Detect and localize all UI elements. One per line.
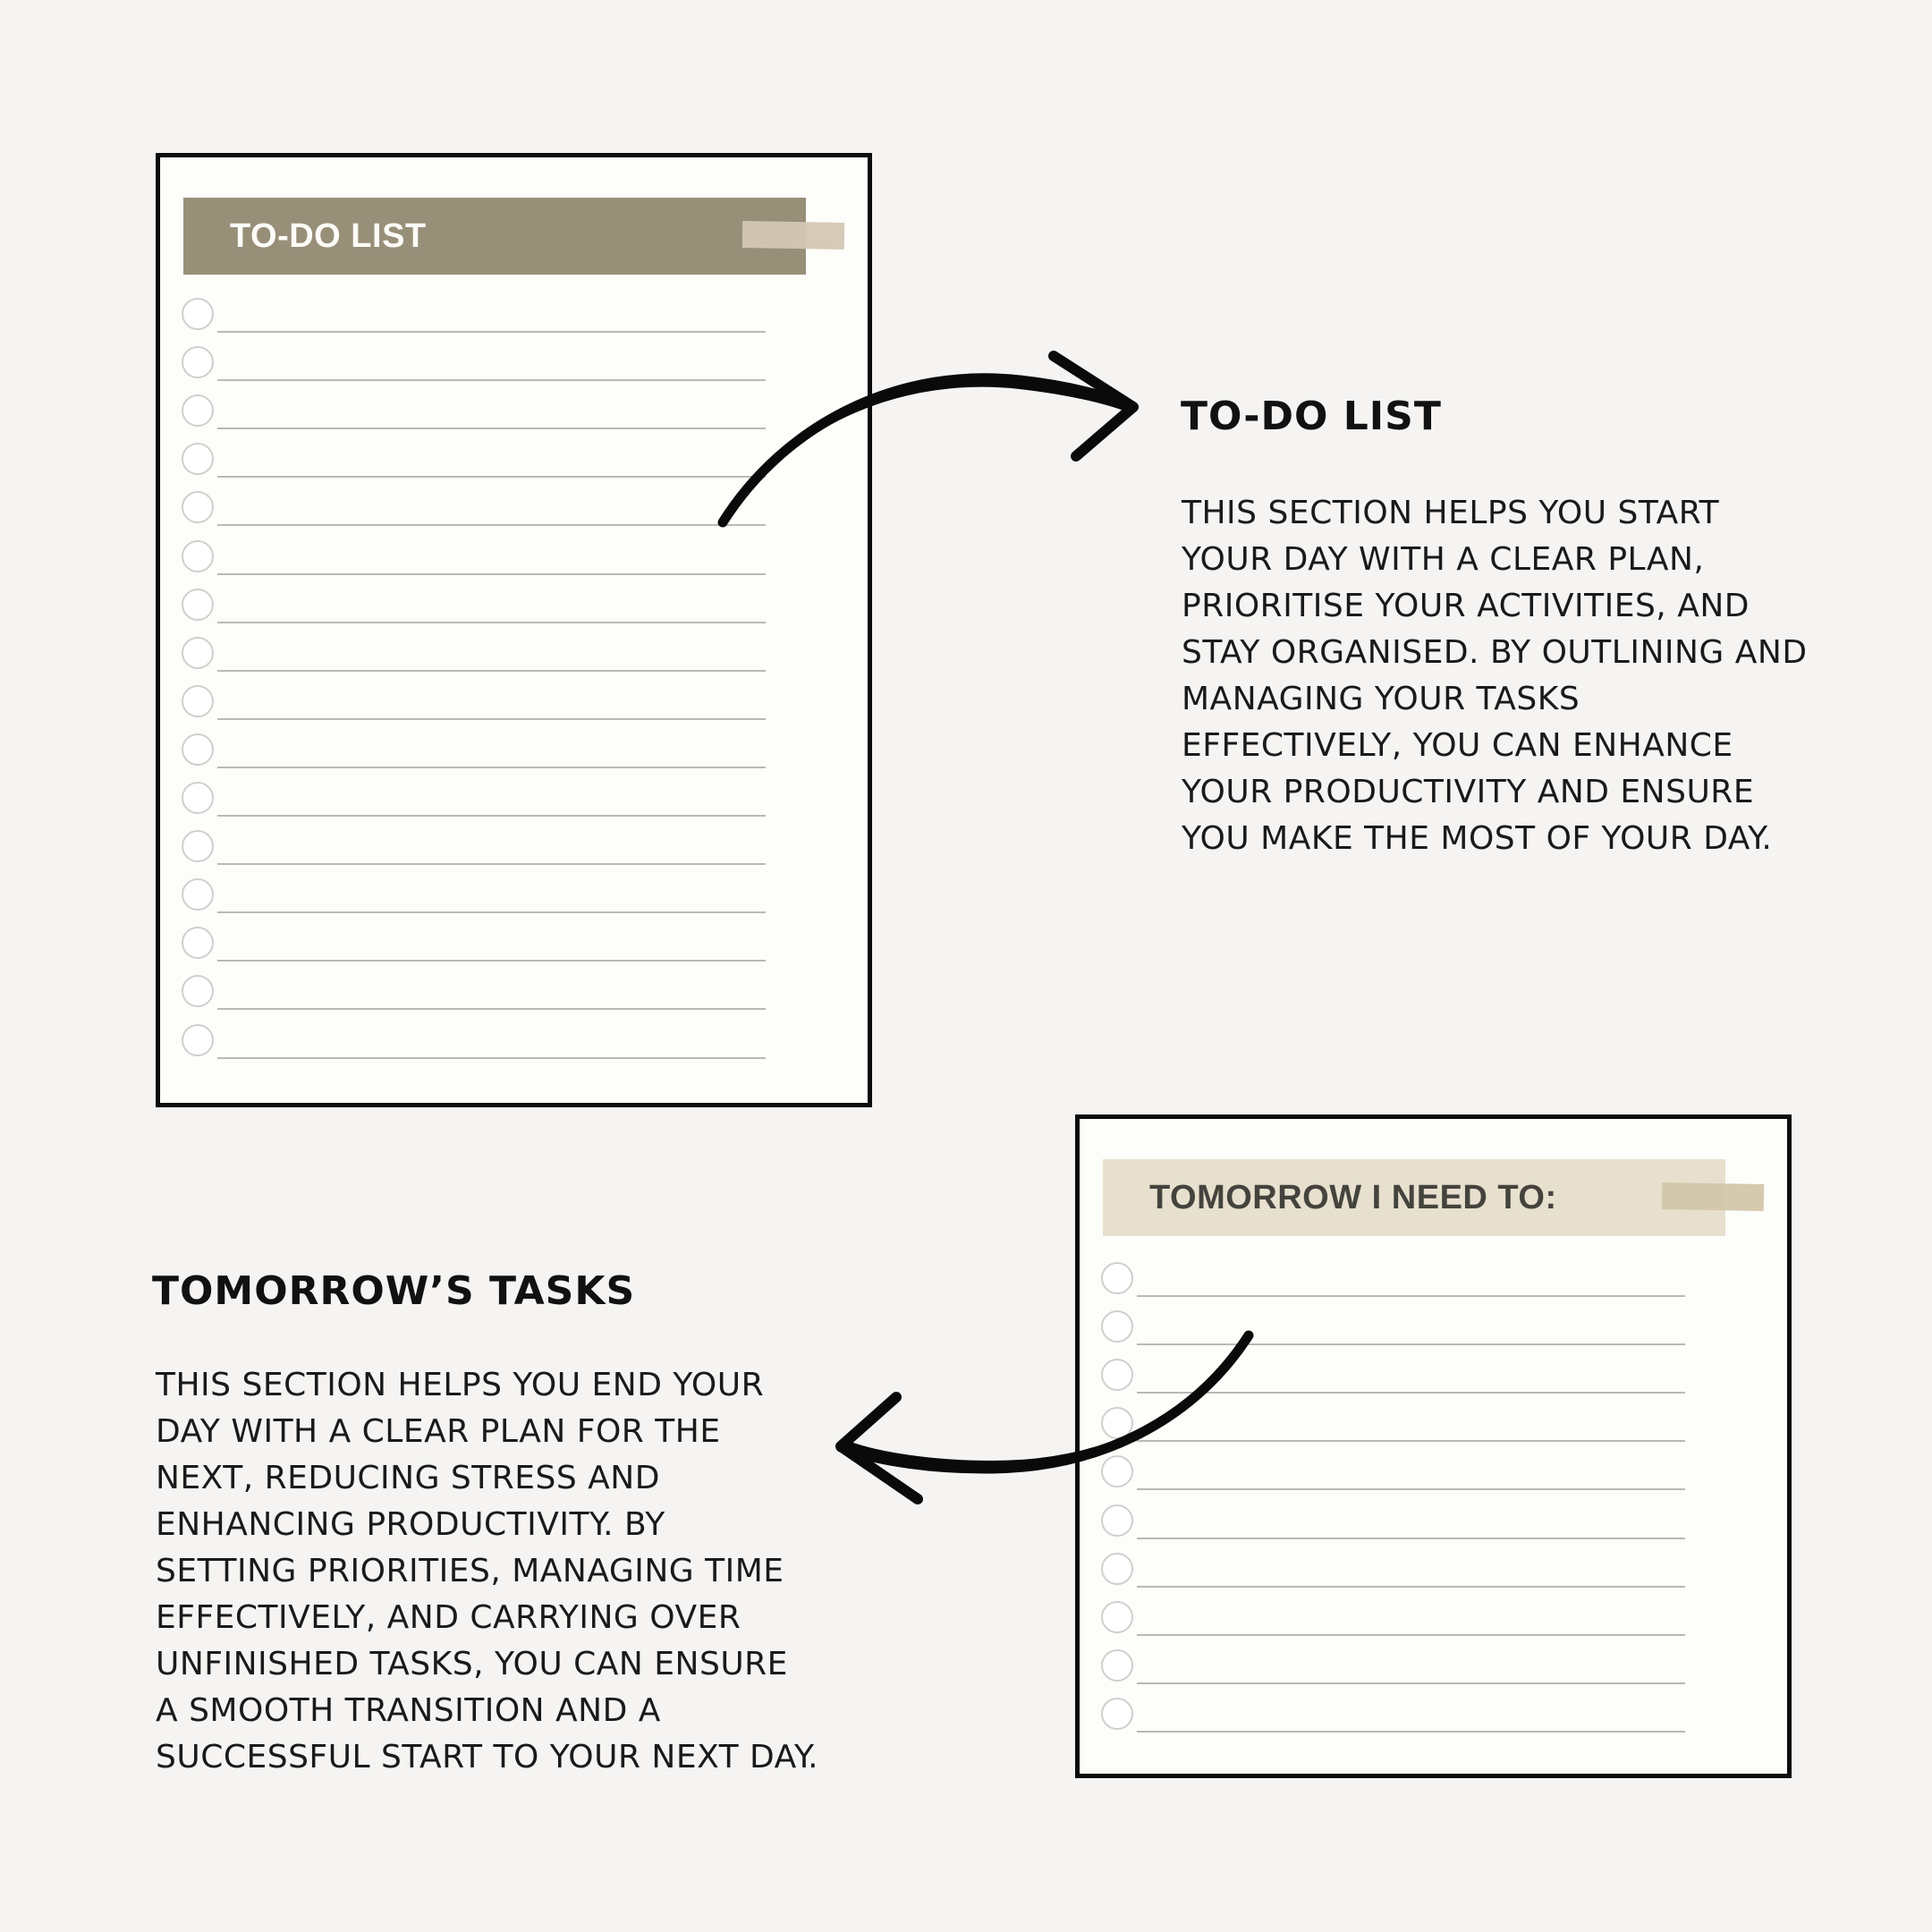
arrow-to-tomorrow-description xyxy=(841,1335,1249,1499)
description-line: MANAGING YOUR TASKS xyxy=(1182,681,1580,717)
description-line: DAY WITH A CLEAR PLAN FOR THE xyxy=(156,1413,721,1450)
description-line: EFFECTIVELY, AND CARRYING OVER xyxy=(156,1599,741,1636)
tomorrow-section-title: TOMORROW’S TASKS xyxy=(152,1268,636,1314)
description-line: UNFINISHED TASKS, YOU CAN ENSURE xyxy=(156,1646,788,1682)
description-line: A SMOOTH TRANSITION AND A xyxy=(156,1692,661,1729)
description-line: NEXT, REDUCING STRESS AND xyxy=(156,1460,660,1496)
description-line: YOU MAKE THE MOST OF YOUR DAY. xyxy=(1182,820,1773,857)
todo-list-header-label: TO-DO LIST xyxy=(230,216,427,255)
description-line: EFFECTIVELY, YOU CAN ENHANCE xyxy=(1182,727,1733,764)
description-line: SETTING PRIORITIES, MANAGING TIME xyxy=(156,1553,784,1589)
description-line: YOUR DAY WITH A CLEAR PLAN, xyxy=(1182,541,1705,578)
todo-section-title: TO-DO LIST xyxy=(1181,394,1442,439)
description-line: THIS SECTION HELPS YOU END YOUR xyxy=(156,1367,765,1403)
description-line: SUCCESSFUL START TO YOUR NEXT DAY. xyxy=(156,1739,819,1775)
description-line: YOUR PRODUCTIVITY AND ENSURE xyxy=(1182,774,1755,810)
tomorrow-header-label: TOMORROW I NEED TO: xyxy=(1149,1178,1557,1216)
description-line: STAY ORGANISED. BY OUTLINING AND xyxy=(1182,634,1808,671)
description-line: ENHANCING PRODUCTIVITY. BY xyxy=(156,1506,665,1543)
description-line: PRIORITISE YOUR ACTIVITIES, AND xyxy=(1182,588,1750,624)
description-line: THIS SECTION HELPS YOU START xyxy=(1182,495,1720,531)
arrow-to-todo-description xyxy=(723,356,1133,522)
